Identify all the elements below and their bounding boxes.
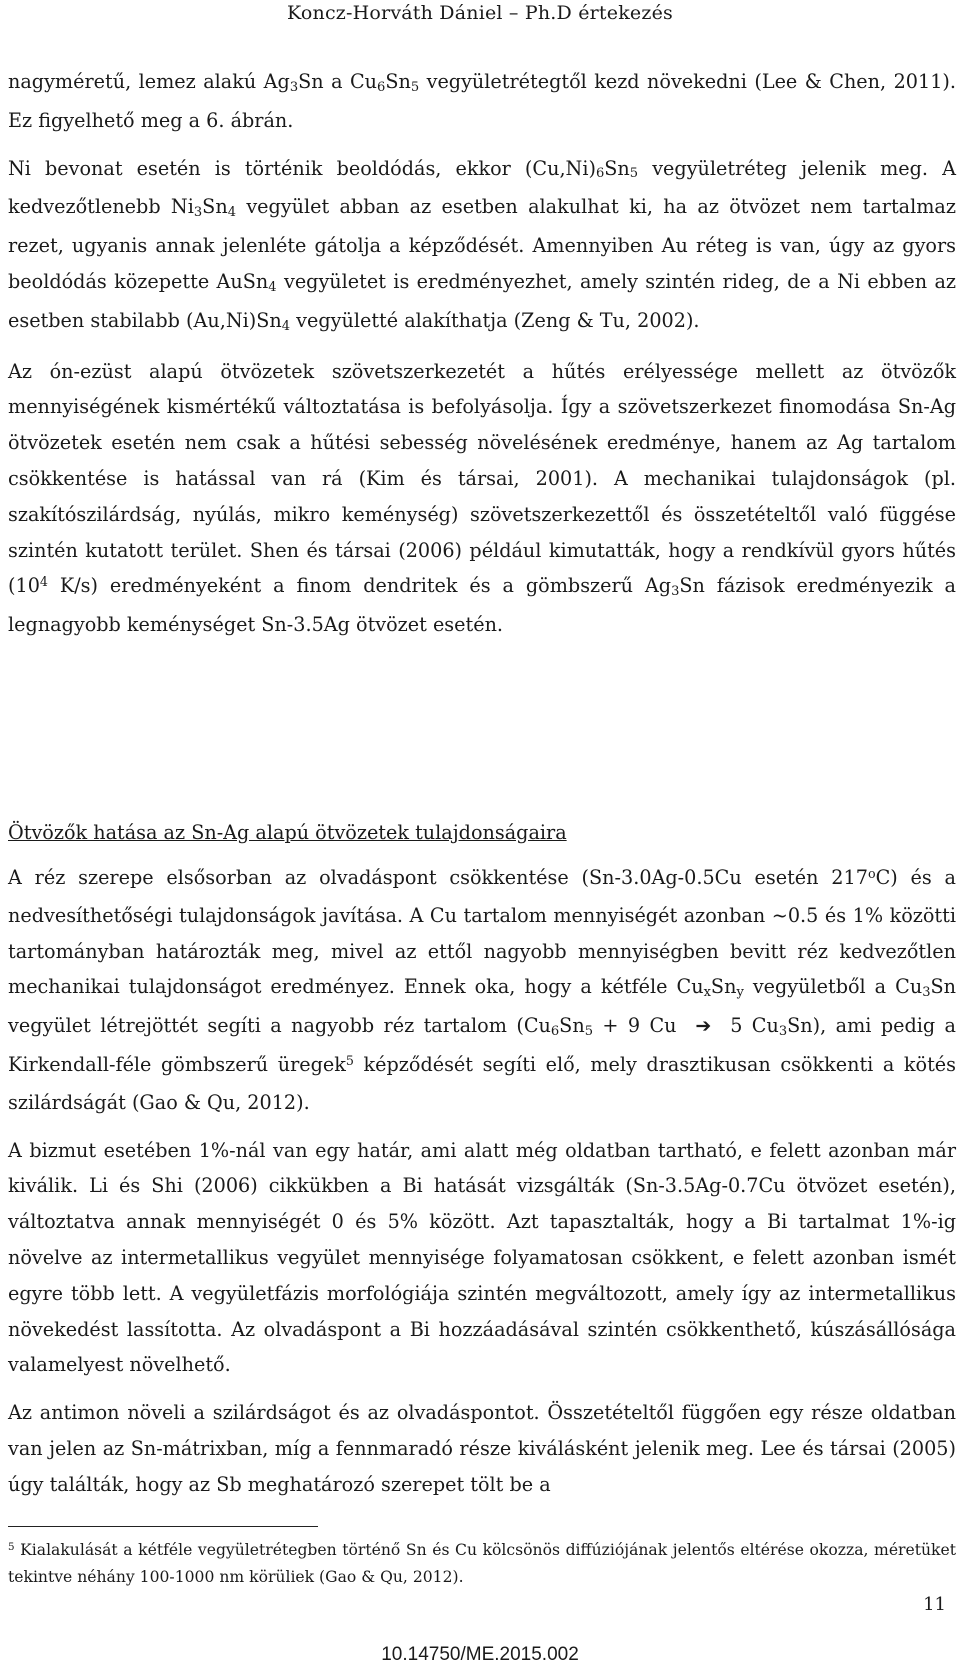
doi-footer: 10.14750/ME.2015.002 xyxy=(381,1644,579,1665)
footnote: $^5$ Kialakulását a kétféle vegyületrétegben történő Sn és Cu kölcsönös diffúziójának jelentős eltérése okozza, méretüket tekintve néhány 100-1000 nm körüliek (Gao & Qu, 2012). xyxy=(8,1540,956,1586)
paragraph: A réz szerepe elsősorban az olvadáspont csökkentése (Sn-3.0Ag-0.5Cu esetén 217$^o$C) és a nedvesíthetőségi tulajdonságok javítása. A Cu tartalom mennyiségét azonban ~0.5 és 1% közötti tartományban határozták meg, mivel az ettől nagyobb mennyiségben bevitt réz kedvezőtlen mechanikai tulajdonságot eredményez. Ennek oka, hogy a kétféle $Cu_xSn_y$ vegyületből a $Cu_3Sn$ vegyület létrejöttét segíti a nagyobb réz tartalom ($Cu_6Sn_5 + 9$ Cu ➔ 5 $Cu_3Sn$), ami pedig a Kirkendall-féle gömbszerű üregek$^5$ képződését segíti elő, mely drasztikusan csökkenti a kötés szilárdságát (Gao & Qu, 2012). xyxy=(8,865,957,1114)
paragraph: nagyméretű, lemez alakú $Ag_3Sn$ a $Cu_6Sn_5$ vegyületrétegtől kezd növekedni (Lee & Chen, 2011). Ez figyelhető meg a 6. ábrán. xyxy=(8,70,956,132)
page-number: 11 xyxy=(923,1594,946,1615)
running-header: Koncz-Horváth Dániel – Ph.D értekezés xyxy=(287,2,673,24)
footnote-divider xyxy=(8,1526,318,1527)
section-heading: Ötvözők hatása az Sn-Ag alapú ötvözetek tulajdonságaira xyxy=(8,821,567,844)
paragraph: A bizmut esetében 1%-nál van egy határ, ami alatt még oldatban tartható, e felett azonban már kiválik. Li és Shi (2006) cikkükben a Bi hatását vizsgálták (Sn-3.5Ag-0.7Cu ötvözet esetén), változtatva annak mennyiségét 0 és 5% között. Azt tapasztalták, hogy a Bi tartalmat 1%-ig növelve az intermetallikus vegyület mennyisége folyamatosan csökkent, e felett azonban ismét egyre több lett. A vegyületfázis morfológiája szintén megváltozott, amely így az intermetallikus növekedést lassította. Az olvadáspont a Bi hozzáadásával szintén csökkenthető, kúszásállósága valamelyest növelhető. xyxy=(8,1138,956,1377)
paragraph: Ni bevonat esetén is történik beoldódás, ekkor $(Cu,Ni)_6Sn_5$ vegyületréteg jelenik meg. A kedvezőtlenebb $Ni_3Sn_4$ vegyület abban az esetben alakulhat ki, ha az ötvözet nem tartalmaz rezet, ugyanis annak jelenléte gátolja a képződését. Amennyiben Au réteg is van, úgy az gyors beoldódás közepette AuSn$_4$ vegyületet is eredményezhet, amely szintén rideg, de a Ni ebben az esetben stabilabb $(Au,Ni)Sn_4$ vegyületté alakíthatja (Zeng & Tu, 2002). xyxy=(8,156,956,334)
paragraph: Az antimon növeli a szilárdságot és az olvadáspontot. Összetételtől függően egy része oldatban van jelen az Sn-mátrixban, míg a fennmaradó része kiválásként jelenik meg. Lee és társai (2005) úgy találták, hogy az Sb meghatározó szerepet tölt be a xyxy=(8,1401,956,1496)
body-text-bottom xyxy=(8,818,956,1503)
paragraph: Az ón-ezüst alapú ötvözetek szövetszerkezetét a hűtés erélyessége mellett az ötvözők mennyiségének kismértékű változtatása is befolyásolja. Így a szövetszerkezet finomodása Sn-Ag ötvözetek esetén nem csak a hűtési sebesség növelésének eredménye, hanem az Ag tartalom csökkentése is hatással van rá (Kim és társai, 2001). A mechanikai tulajdonságok (pl. szakítószilárdság, nyúlás, mikro keménység) szövetszerkezettől és összetételtől való függése szintén kutatott terület. Shen és társai (2006) például kimutatták, hogy a rendkívül gyors hűtés ($10^4$ K/s) eredményeként a finom dendritek és a gömbszerű $Ag_3Sn$ fázisok eredményezik a legnagyobb keménységet Sn-3.5Ag ötvözet esetén. xyxy=(8,359,956,637)
body-text-top xyxy=(8,64,956,643)
